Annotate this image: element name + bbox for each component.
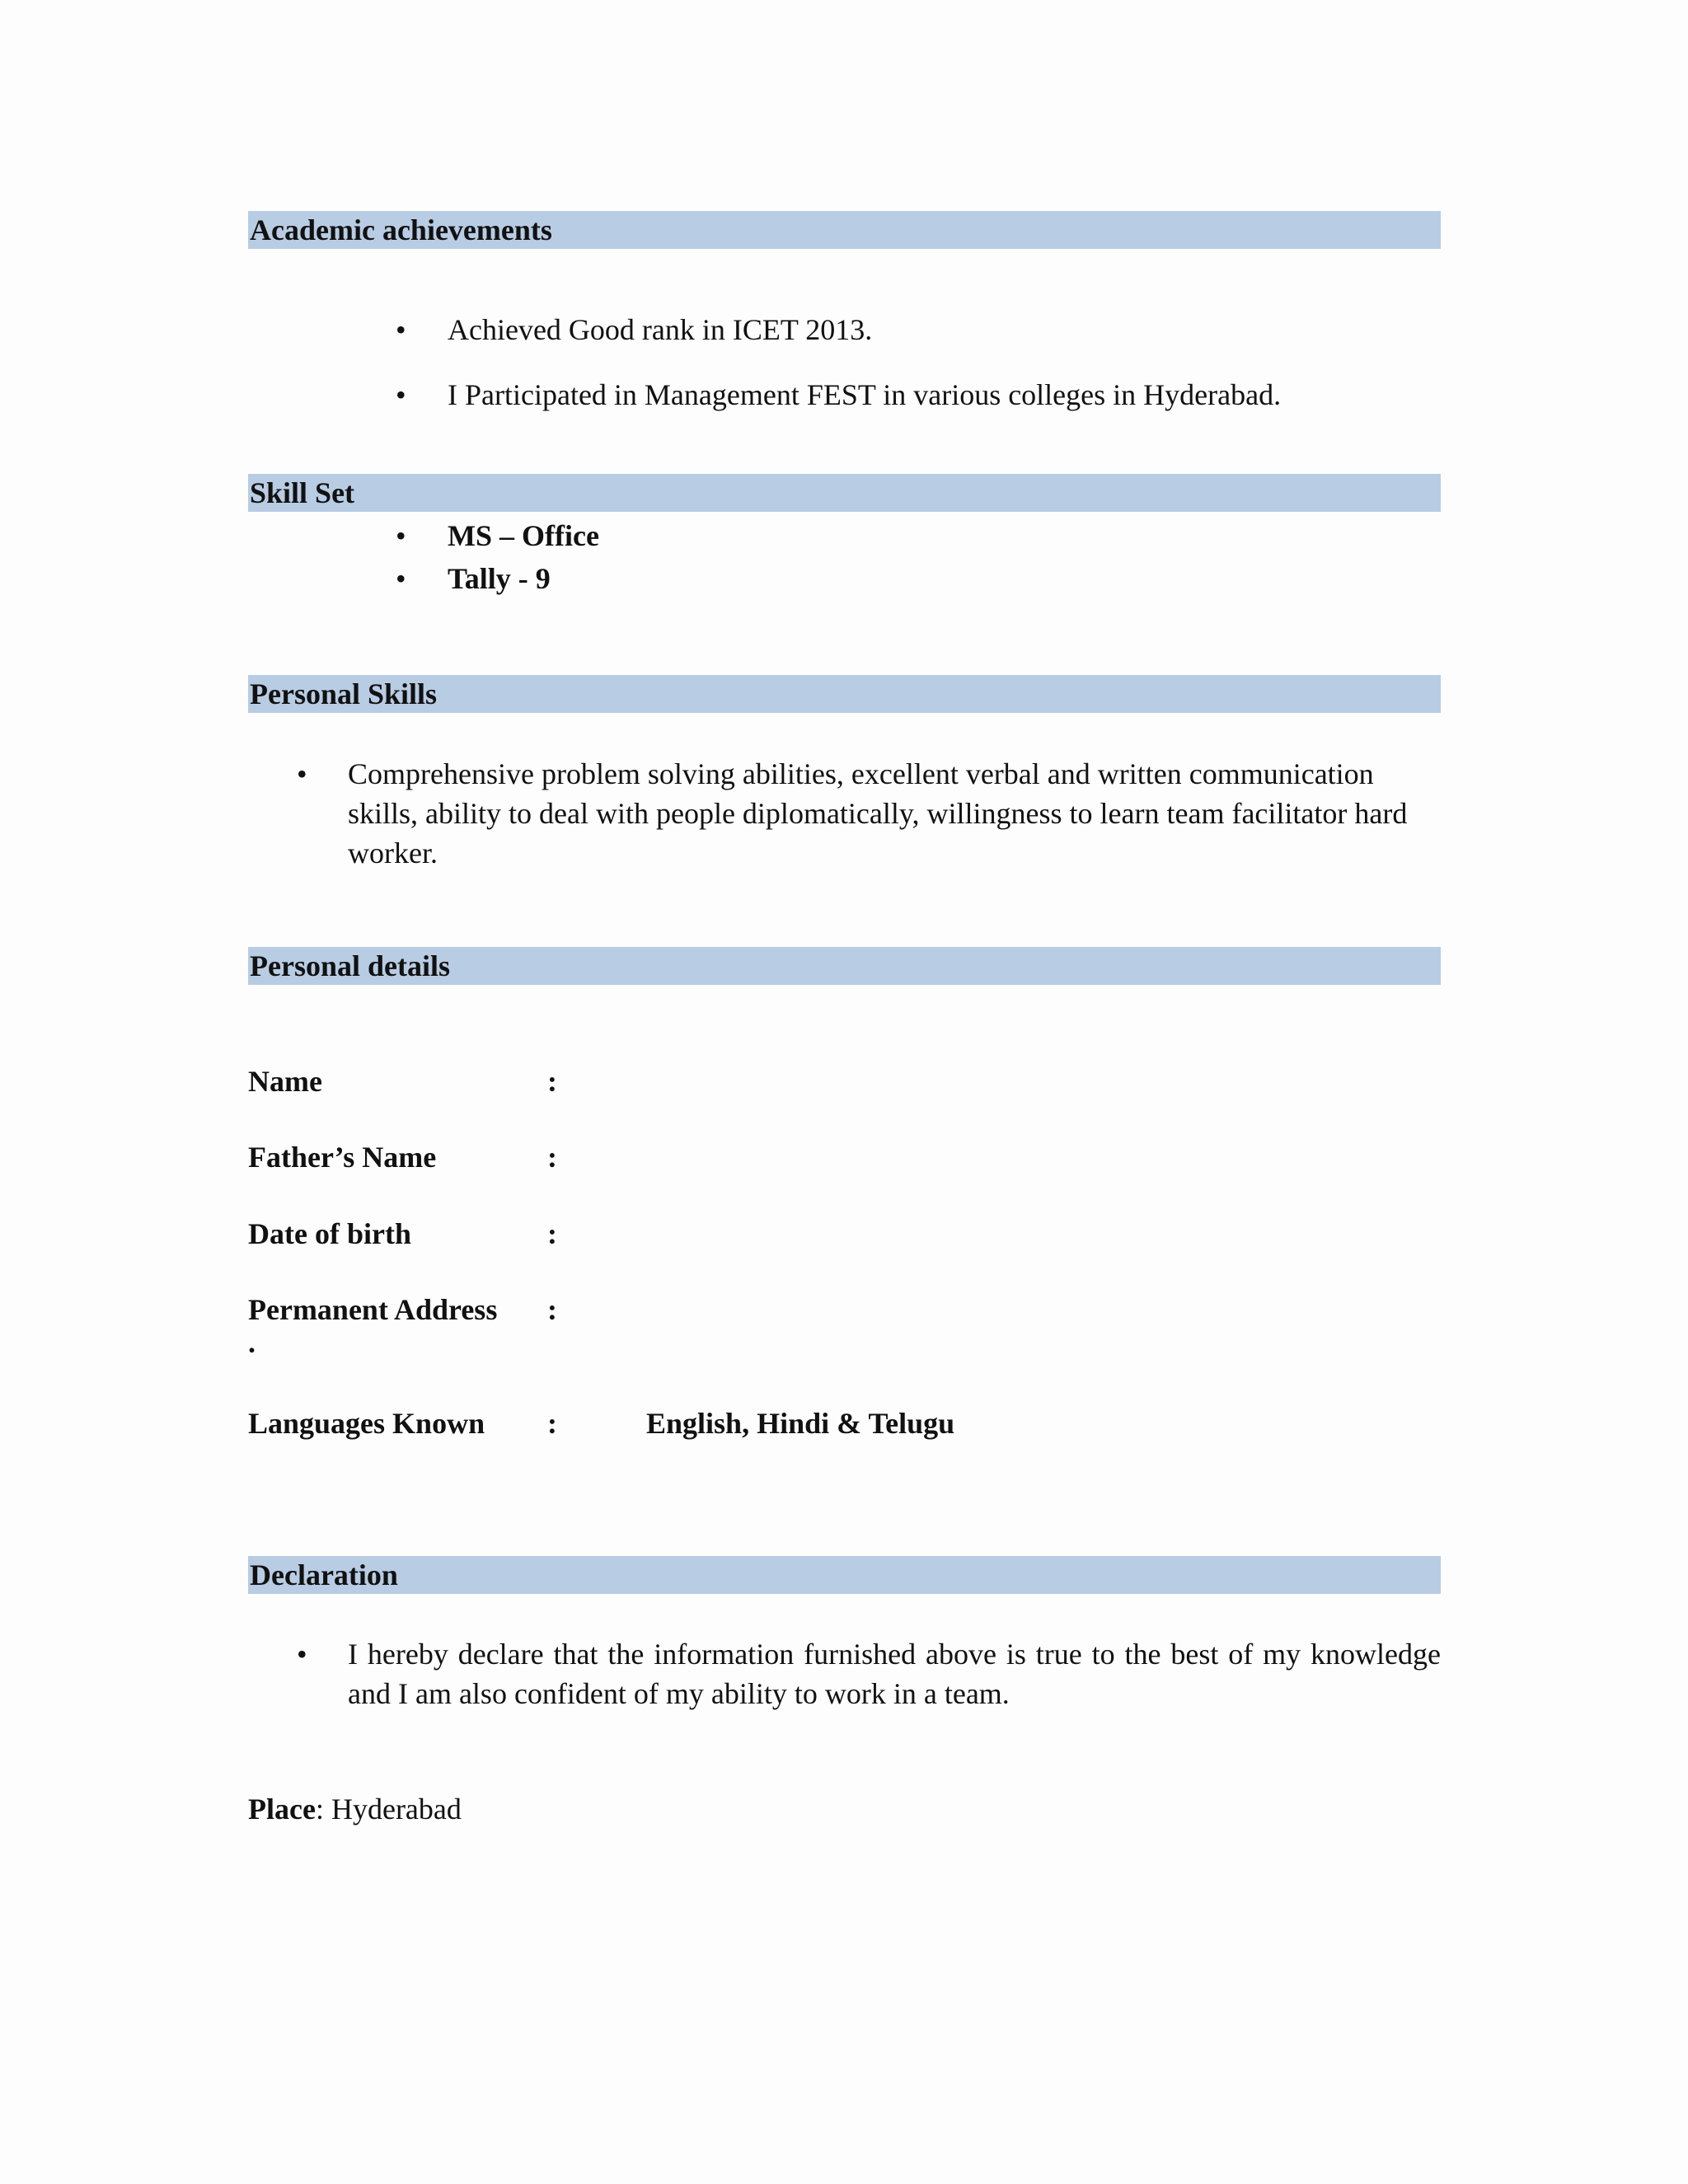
academic-item: Achieved Good rank in ICET 2013.: [448, 313, 873, 346]
section-header-personal-skills: Personal Skills: [248, 675, 1441, 713]
section-header-academic: Academic achievements: [248, 211, 1441, 249]
detail-label-name: Name: [248, 1065, 322, 1098]
detail-label-date-of-birth: Date of birth: [248, 1217, 411, 1250]
bullet-icon: •: [396, 378, 406, 411]
place-value: Hyderabad: [331, 1793, 462, 1825]
personal-skills-text: Comprehensive problem solving abilities, excellent verbal and written communication skills, ability to deal with people diplomatically, willingness to learn team facilitator hard worker.: [348, 757, 1408, 869]
bullet-icon: •: [297, 757, 307, 790]
bullet-icon: •: [396, 313, 406, 346]
detail-colon: :: [547, 1293, 557, 1326]
detail-colon: :: [547, 1217, 557, 1250]
section-header-skill-set: Skill Set: [248, 474, 1441, 512]
detail-value-languages-known: English, Hindi & Telugu: [646, 1407, 955, 1440]
academic-item: I Participated in Management FEST in various colleges in Hyderabad.: [448, 378, 1282, 411]
place-line: [248, 1789, 462, 1829]
skill-item: Tally - 9: [448, 562, 551, 595]
detail-colon: :: [547, 1141, 557, 1174]
detail-label-languages-known: Languages Known: [248, 1407, 485, 1440]
stray-mark: .: [248, 1326, 256, 1359]
bullet-icon: •: [396, 519, 406, 552]
place-separator: :: [315, 1793, 324, 1825]
bullet-icon: •: [396, 562, 406, 595]
detail-colon: :: [547, 1065, 557, 1098]
declaration-text: I hereby declare that the information furnished above is true to the best of my knowledge and I am also confident of my ability to work in a team.: [348, 1638, 1441, 1710]
detail-label-fathers-name: Father’s Name: [248, 1141, 437, 1174]
section-header-declaration: Declaration: [248, 1556, 1441, 1594]
detail-colon: :: [547, 1407, 557, 1440]
bullet-icon: •: [297, 1638, 307, 1671]
detail-label-permanent-address: Permanent Address: [248, 1293, 498, 1326]
place-label: Place: [248, 1793, 316, 1825]
skill-item: MS – Office: [448, 519, 599, 552]
section-header-personal-details: Personal details: [248, 947, 1441, 985]
